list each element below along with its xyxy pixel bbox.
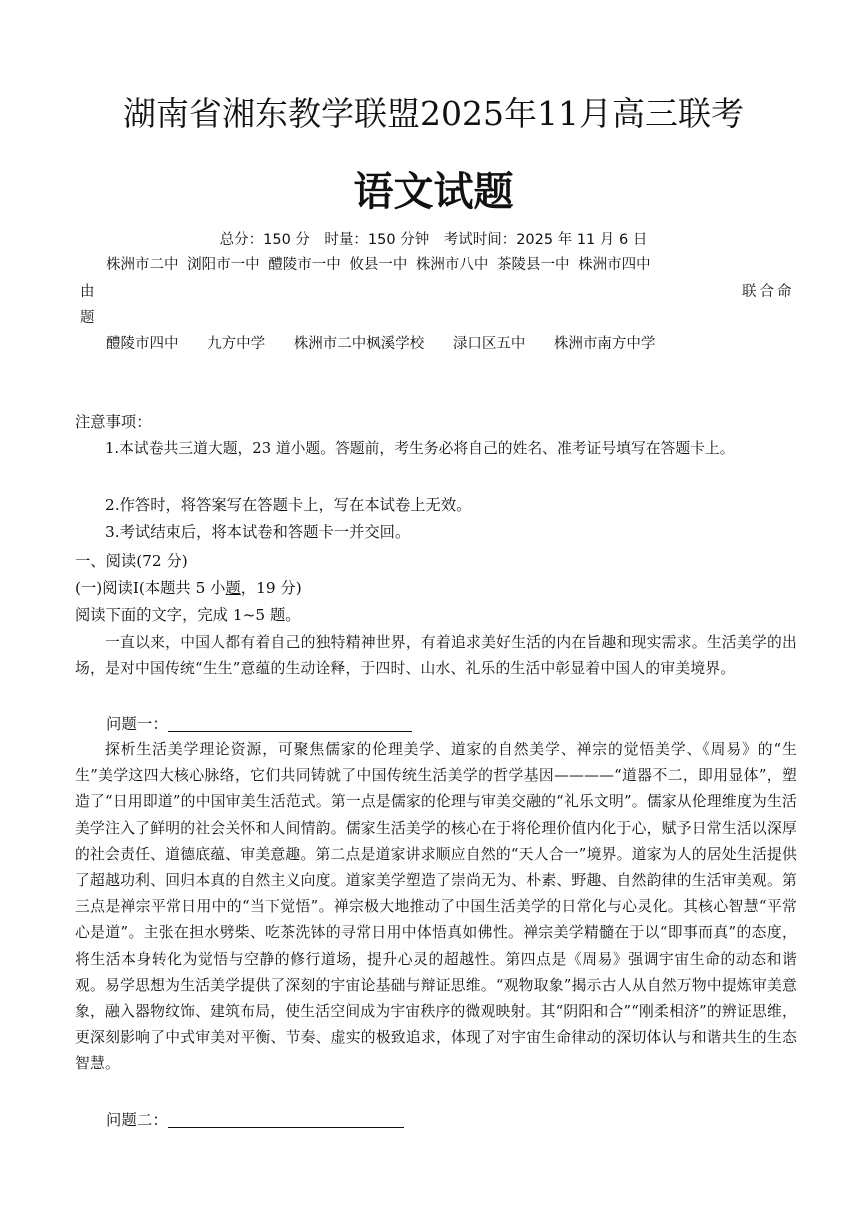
- question-2-blank: [168, 1111, 404, 1128]
- exam-meta: 总分：150 分 时量：150 分钟 考试时间：2025 年 11 月 6 日: [219, 232, 648, 248]
- by-char: 由: [80, 284, 95, 300]
- notice-item-1: 1.本试卷共三道大题，23 道小题。答题前，考生务必将自己的姓名、准考证号填写在答题卡上。: [105, 440, 735, 457]
- schools-row-2: 醴陵市四中 九方中学 株洲市二中枫溪学校 渌口区五中 株洲市南方中学: [106, 336, 656, 352]
- section-sub-1-prefix: (一)阅读Ⅰ(本题共 5 小: [75, 579, 226, 597]
- notice-item-2: 2.作答时，将答案写在答题卡上，写在本试卷上无效。: [105, 496, 472, 514]
- question-2-line: [106, 1108, 404, 1130]
- section-part-1: 一、阅读(72 分): [75, 552, 188, 570]
- question-1-label: 问题一：: [106, 715, 168, 733]
- exam-title: 湖南省湘东教学联盟2025年11月高三联考: [123, 94, 744, 133]
- subject-title: 语文试题: [353, 168, 514, 215]
- passage-body: 探析生活美学理论资源，可聚焦儒家的伦理美学、道家的自然美学、禅宗的觉悟美学、《周易》的“生生”美学这四大核心脉络，它们共同铸就了中国传统生活美学的哲学基因————“道器不二，即用显体”，塑造了“日用即道”的中国审美生活范式。第一点是儒家的伦理与审美交融的“礼乐文明”。儒家从伦理维度为生活美学注入了鲜明的社会关怀和人间情韵。儒家生活美学的核心在于将伦理价值内化于心，赋予日常生活以深厚的社会责任、道德底蕴、审美意趣。第二点是道家讲求顺应自然的“天人合一”境界。道家为人的居处生活提供了超越功利、回归本真的自然主义向度。道家美学塑造了崇尚无为、朴素、野趣、自然韵律的生活审美观。第三点是禅宗平常日用中的“当下觉悟”。禅宗极大地推动了中国生活美学的日常化与心灵化。其核心智慧“平常心是道”。主张在担水劈柴、吃茶洗钵的寻常日用中体悟真如佛性。禅宗美学精髓在于以“即事而真”的态度，将生活本身转化为觉悟与空静的修行道场，提升心灵的超越性。第四点是《周易》强调宇宙生命的动态和谐观。易学思想为生活美学提供了深刻的宇宙论基础与辩证思维。“观物取象”揭示古人从自然万物中提炼审美意象，融入器物纹饰、建筑布局，使生活空间成为宇宙秩序的微观映射。其“阴阳和合”“刚柔相济”的辨证思维，更深刻影响了中式审美对平衡、节奏、虚实的极致追求，体现了对宇宙生命律动的深切体认与和谐共生的生态智慧。: [75, 741, 797, 1073]
- notice-item-3: 3.考试结束后，将本试卷和答题卡一并交回。: [105, 523, 411, 541]
- section-instruction: 阅读下面的文字，完成 1~5 题。: [75, 606, 301, 624]
- passage-intro: 一直以来，中国人都有着自己的独特精神世界，有着追求美好生活的内在旨趣和现实需求。生活美学的出场，是对中国传统“生生”意蕴的生动诠释，于四时、山水、礼乐的生活中彰显着中国人的审美境界。: [75, 634, 797, 678]
- by-char-2: 题: [80, 310, 95, 326]
- section-sub-1-underlined: 题: [225, 579, 241, 597]
- question-2-label: 问题二：: [106, 1111, 168, 1129]
- schools-row-1: 株洲市二中 浏阳市一中 醴陵市一中 攸县一中 株洲市八中 茶陵县一中 株洲市四中: [106, 257, 651, 273]
- section-sub-1: [75, 576, 302, 598]
- notice-heading: 注意事项：: [75, 413, 152, 431]
- question-1-blank: [168, 715, 412, 732]
- question-1-line: [106, 712, 412, 734]
- section-sub-1-suffix: ，19 分): [240, 579, 302, 597]
- joint-label: 联合命: [742, 284, 795, 300]
